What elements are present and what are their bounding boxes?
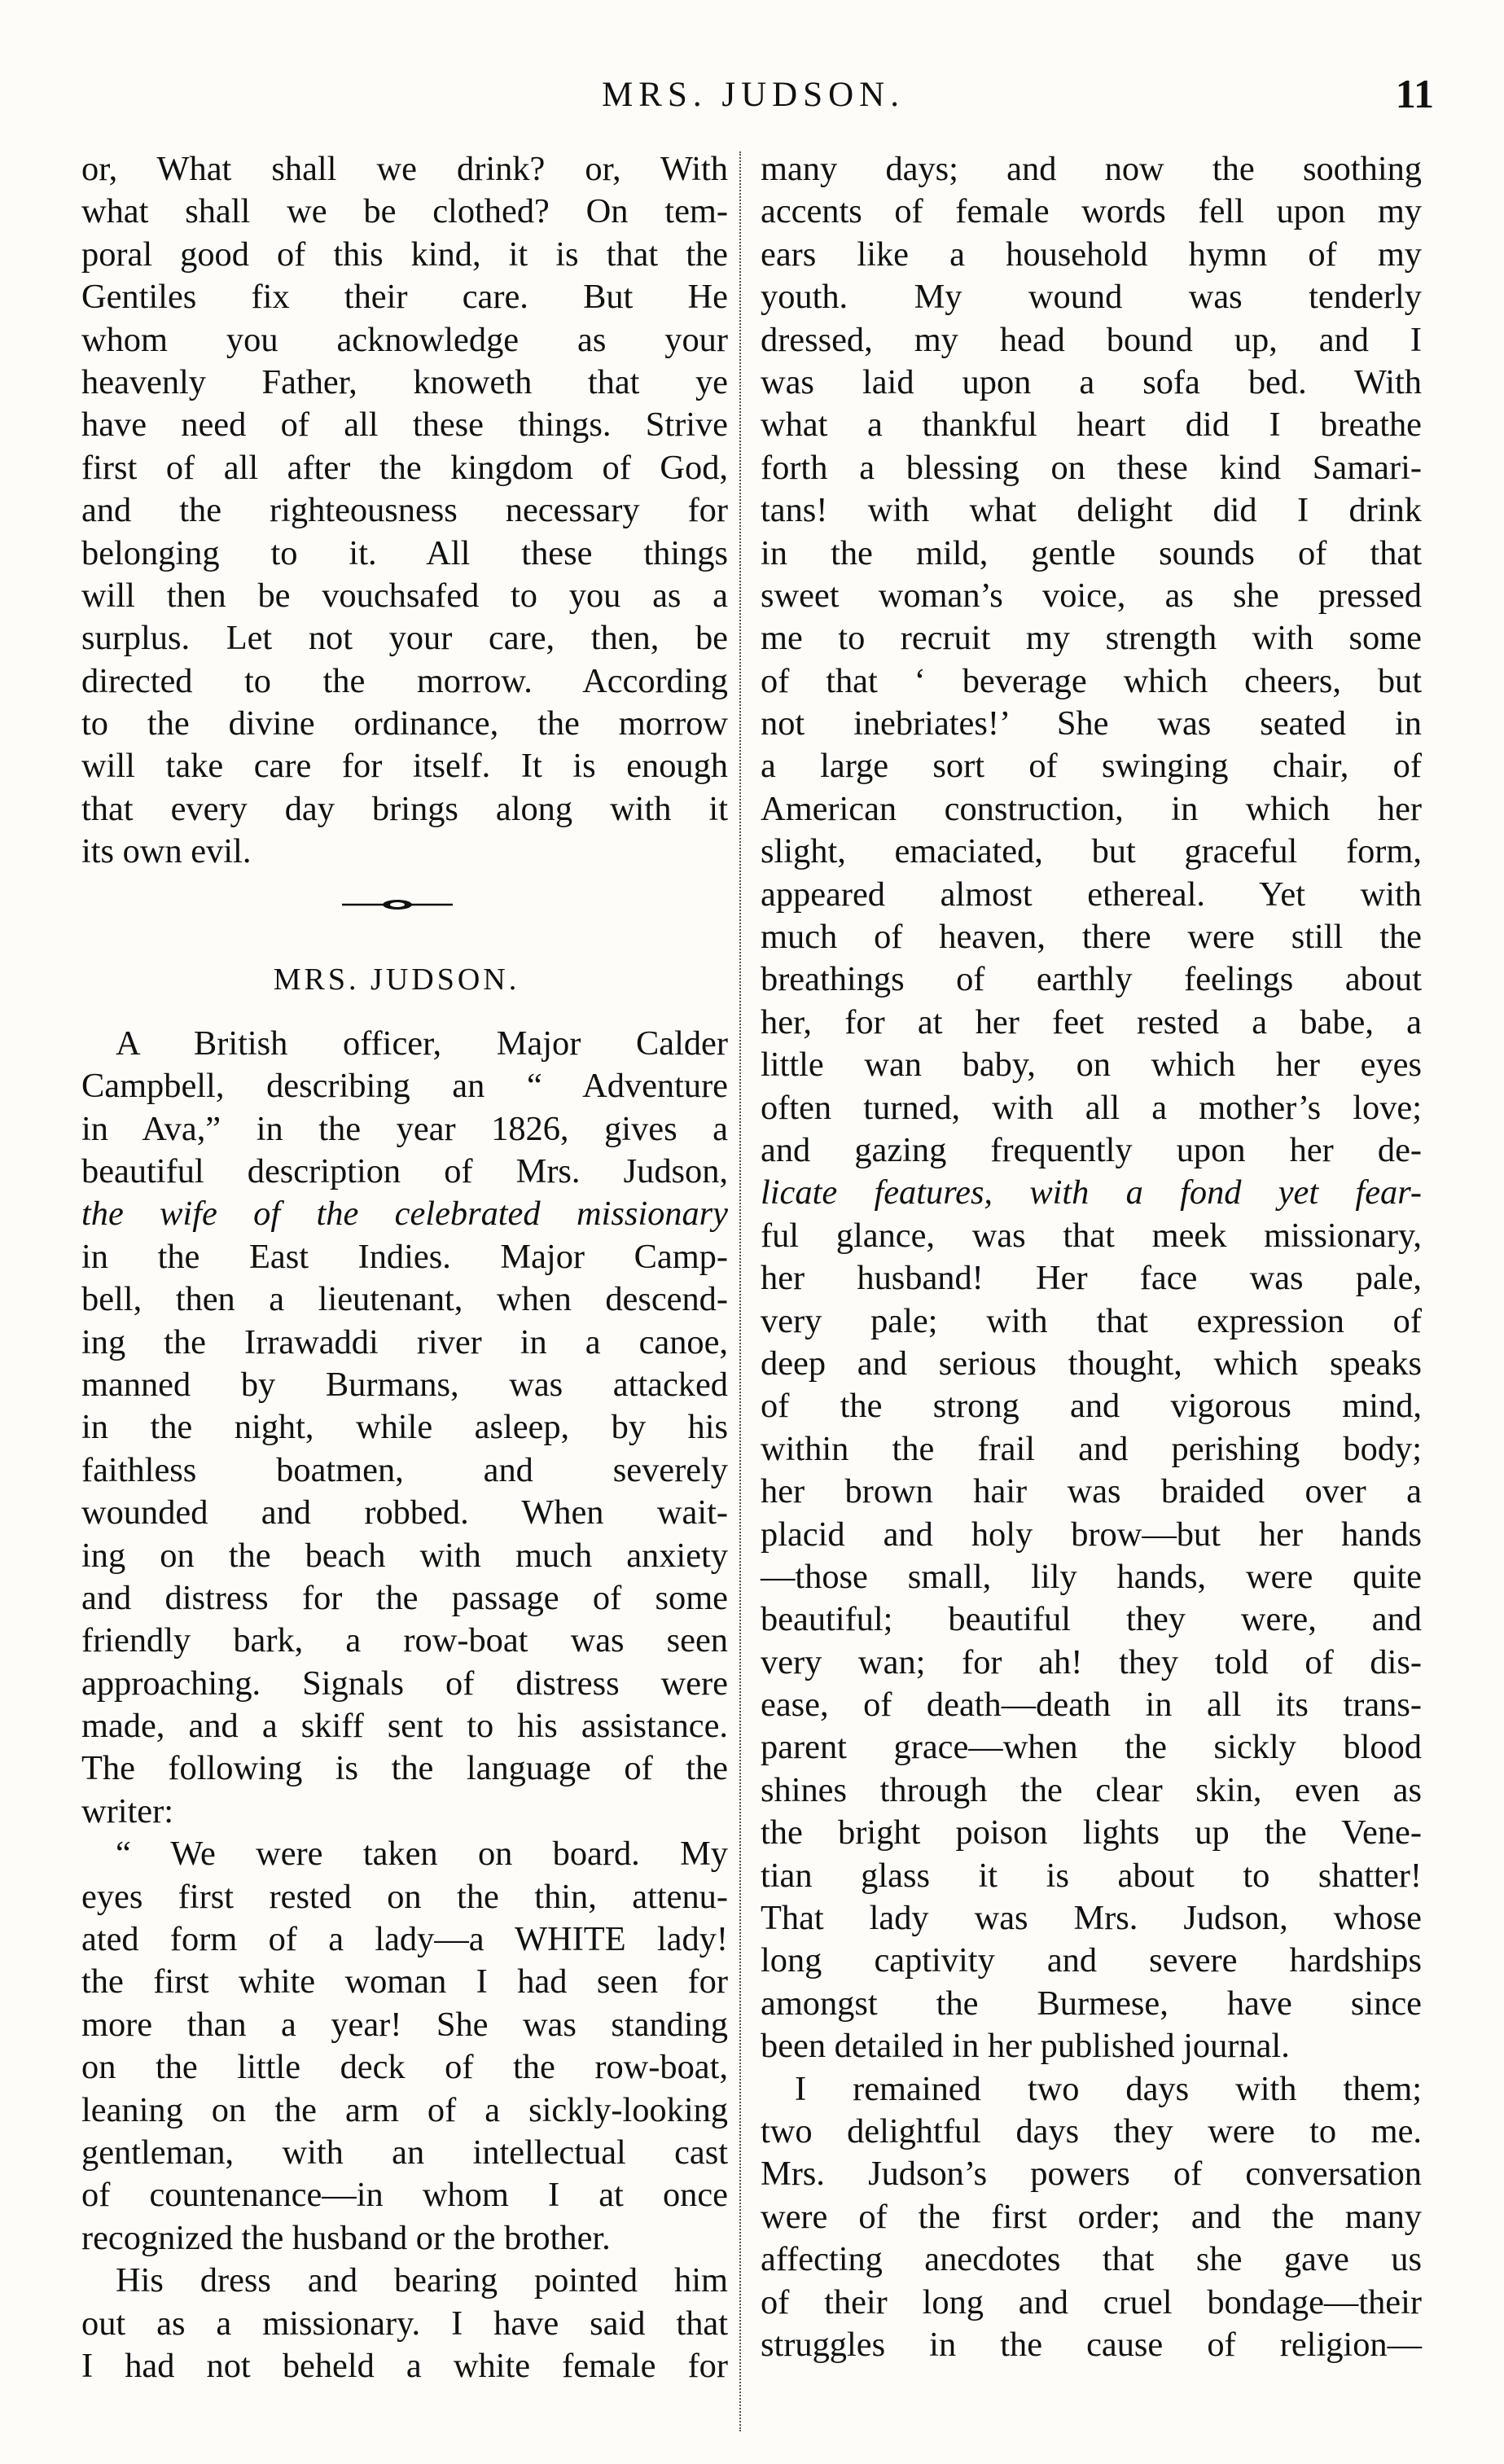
text-line: ated form of a lady—a WHITE lady! xyxy=(81,1920,728,1959)
text-line: were of the first order; and the many xyxy=(761,2197,1422,2236)
text-line: her, for at her feet rested a babe, a xyxy=(761,1002,1422,1041)
text-line: two delightful days they were to me. xyxy=(761,2111,1422,2151)
text-line: very pale; with that expression of xyxy=(761,1301,1422,1340)
page-number: 11 xyxy=(1395,71,1434,116)
text-line: struggles in the cause of religion— xyxy=(761,2325,1422,2364)
text-line: or, What shall we drink? or, With xyxy=(81,150,728,188)
text-line: I had not beheld a white female for xyxy=(81,2346,728,2385)
left-body-paragraph xyxy=(81,1023,728,1833)
text-line: writer: xyxy=(81,1791,173,1830)
text-line: “ We were taken on board. My xyxy=(116,1835,728,1874)
text-line: ing on the beach with much anxiety xyxy=(81,1536,728,1575)
text-line: what a thankful heart did I breathe xyxy=(761,406,1422,445)
right-second-paragraph xyxy=(761,2068,1422,2367)
text-line: will then be vouchsafed to you as a xyxy=(81,576,728,615)
text-line: appeared almost ethereal. Yet with xyxy=(761,875,1422,914)
text-line: not inebriates!’ She was seated in xyxy=(761,704,1422,743)
section-ornament xyxy=(81,874,728,959)
text-line: a large sort of swinging chair, of xyxy=(761,747,1422,786)
text-line: dressed, my head bound up, and I xyxy=(761,320,1422,359)
text-line: Mrs. Judson’s powers of conversation xyxy=(761,2155,1422,2194)
text-line: shines through the clear skin, even as xyxy=(761,1770,1422,1809)
text-line: I remained two days with them; xyxy=(795,2069,1422,2108)
text-line: of that ‘ beverage which cheers, but xyxy=(761,661,1422,700)
text-line: placid and holy brow—but her hands xyxy=(761,1515,1422,1554)
text-line: of countenance—in whom I at once xyxy=(81,2176,728,2215)
text-line: Gentiles fix their care. But He xyxy=(81,278,728,317)
text-line: approaching. Signals of distress were xyxy=(81,1664,728,1703)
text-line: of their long and cruel bondage—their xyxy=(761,2282,1422,2322)
text-line: forth a blessing on these kind Samari- xyxy=(761,448,1422,487)
text-line: gentleman, with an intellectual cast xyxy=(81,2133,728,2172)
text-line-italic: licate features, with a fond yet fear- xyxy=(761,1173,1422,1212)
text-line: breathings of earthly feelings about xyxy=(761,960,1422,999)
text-line: have need of all these things. Strive xyxy=(81,406,728,445)
text-line: its own evil. xyxy=(81,832,252,871)
spacer xyxy=(81,1002,728,1023)
text-line: —those small, lily hands, were quite xyxy=(761,1557,1422,1596)
text-line: American construction, in which her xyxy=(761,789,1422,828)
text-line: her brown hair was braided over a xyxy=(761,1472,1422,1511)
text-line: sweet woman’s voice, as she pressed xyxy=(761,576,1422,615)
text-line: in the night, while asleep, by his xyxy=(81,1408,728,1447)
text-line-italic: the wife of the celebrated missionary xyxy=(81,1195,728,1234)
text-line: to the divine ordinance, the morrow xyxy=(81,704,728,743)
text-line: the first white woman I had seen for xyxy=(81,1962,728,2001)
text-line: out as a missionary. I have said that xyxy=(81,2304,728,2343)
left-closing-paragraph xyxy=(81,2260,728,2387)
text-line: ful glance, was that meek missionary, xyxy=(761,1216,1422,1255)
text-line: A British officer, Major Calder xyxy=(116,1024,728,1063)
text-line: been detailed in her published journal. xyxy=(761,2027,1290,2066)
text-line: beautiful; beautiful they were, and xyxy=(761,1600,1422,1639)
text-line: amongst the Burmese, have since xyxy=(761,1984,1422,2023)
text-line: little wan baby, on which her eyes xyxy=(761,1046,1422,1085)
text-line: me to recruit my strength with some xyxy=(761,619,1422,658)
text-line: and the righteousness necessary for xyxy=(81,491,728,530)
text-line: recognized the husband or the brother. xyxy=(81,2218,611,2257)
text-line: friendly bark, a row-boat was seen xyxy=(81,1621,728,1660)
text-line: ears like a household hymn of my xyxy=(761,235,1422,274)
text-line: The following is the language of the xyxy=(81,1749,728,1788)
text-line: youth. My wound was tenderly xyxy=(761,278,1422,317)
text-line: manned by Burmans, was attacked xyxy=(81,1365,728,1404)
text-line: the bright poison lights up the Vene- xyxy=(761,1813,1422,1852)
text-line: within the frail and perishing body; xyxy=(761,1429,1422,1468)
right-column xyxy=(761,148,1422,2366)
ornament-rule-icon xyxy=(340,897,454,913)
text-line: was laid upon a sofa bed. With xyxy=(761,362,1422,401)
text-line: very wan; for ah! they told of dis- xyxy=(761,1642,1422,1681)
text-line: whom you acknowledge as your xyxy=(81,320,728,359)
text-line: directed to the morrow. According xyxy=(81,661,728,700)
text-line: surplus. Let not your care, then, be xyxy=(81,619,728,658)
text-line: tans! with what delight did I drink xyxy=(761,491,1422,530)
section-heading: MRS. JUDSON. xyxy=(273,962,520,997)
text-line: and distress for the passage of some xyxy=(81,1578,728,1617)
running-header-title: MRS. JUDSON. xyxy=(602,76,905,114)
text-line: in the mild, gentle sounds of that xyxy=(761,533,1422,572)
text-line: long captivity and severe hardships xyxy=(761,1941,1422,1980)
text-line: that every day brings along with it xyxy=(81,789,728,828)
left-top-paragraph xyxy=(81,148,728,874)
text-line: bell, then a lieutenant, when descend- xyxy=(81,1280,728,1319)
text-line: Campbell, describing an “ Adventure xyxy=(81,1067,728,1106)
text-line: many days; and now the soothing xyxy=(761,150,1422,188)
text-line: on the little deck of the row-boat, xyxy=(81,2048,728,2087)
text-line: what shall we be clothed? On tem- xyxy=(81,192,728,231)
text-line: slight, emaciated, but graceful form, xyxy=(761,832,1422,871)
right-continued-paragraph xyxy=(761,148,1422,2068)
text-line: her husband! Her face was pale, xyxy=(761,1259,1422,1298)
text-line: belonging to it. All these things xyxy=(81,533,728,572)
text-line: much of heaven, there were still the xyxy=(761,918,1422,957)
text-line: deep and serious thought, which speaks xyxy=(761,1344,1422,1383)
text-line: will take care for itself. It is enough xyxy=(81,747,728,786)
text-line: wounded and robbed. When wait- xyxy=(81,1493,728,1532)
text-line: often turned, with all a mother’s love; xyxy=(761,1088,1422,1127)
text-line: ing the Irrawaddi river in a canoe, xyxy=(81,1322,728,1361)
text-line: tian glass it is about to shatter! xyxy=(761,1856,1422,1895)
text-line: ease, of death—death in all its trans- xyxy=(761,1686,1422,1725)
left-quote-paragraph xyxy=(81,1833,728,2260)
text-line: heavenly Father, knoweth that ye xyxy=(81,362,728,401)
text-line: leaning on the arm of a sickly-looking xyxy=(81,2090,728,2129)
text-line: beautiful description of Mrs. Judson, xyxy=(81,1152,728,1190)
text-line: more than a year! She was standing xyxy=(81,2005,728,2044)
text-line: poral good of this kind, it is that the xyxy=(81,235,728,274)
text-line: first of all after the kingdom of God, xyxy=(81,448,728,487)
text-line: parent grace—when the sickly blood xyxy=(761,1728,1422,1767)
text-line: made, and a skiff sent to his assistance. xyxy=(81,1707,728,1746)
text-line: faithless boatmen, and severely xyxy=(81,1450,728,1489)
text-line: of the strong and vigorous mind, xyxy=(761,1387,1422,1426)
text-line: in Ava,” in the year 1826, gives a xyxy=(81,1109,728,1148)
text-line: in the East Indies. Major Camp- xyxy=(81,1237,728,1276)
text-line: That lady was Mrs. Judson, whose xyxy=(761,1899,1422,1938)
text-line: affecting anecdotes that she gave us xyxy=(761,2240,1422,2279)
column-divider xyxy=(739,151,741,2431)
text-line: eyes first rested on the thin, attenu- xyxy=(81,1877,728,1916)
text-line: His dress and bearing pointed him xyxy=(116,2261,728,2300)
text-line: accents of female words fell upon my xyxy=(761,192,1422,231)
left-column xyxy=(81,148,728,2387)
text-line: and gazing frequently upon her de- xyxy=(761,1130,1422,1169)
